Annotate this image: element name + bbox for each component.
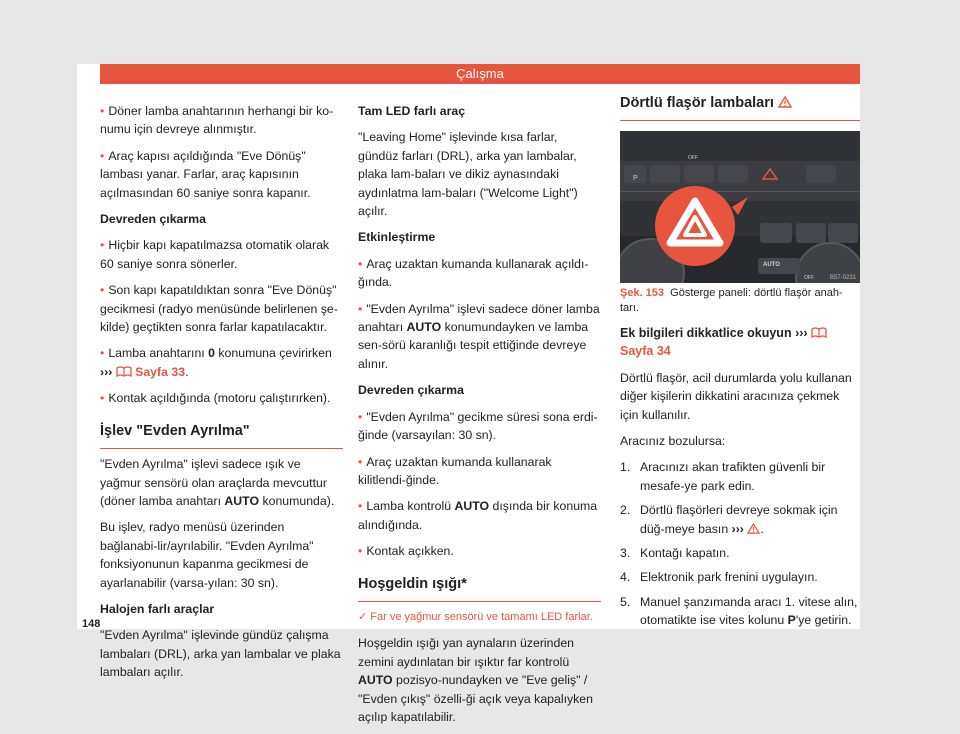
hazard-switch-illustration <box>620 131 860 283</box>
figure-code: B57-0231 <box>829 275 856 281</box>
list-item: • Hiçbir kapı kapatılmazsa otomatik olarak 60 saniye sonra sönerler. <box>100 238 330 271</box>
page-number: 148 <box>82 618 101 630</box>
list-item: • Lamba anahtarını 0 konumuna çevirirken ››› Sayfa 33. <box>100 346 332 379</box>
paragraph: Hoşgeldin ışığı yan aynaların üzerinden zemini aydınlatan bir ışıktır far kontrolü AUTO pozisyo-nundayken ve "Eve geliş" / "Evden çıkış" özelli-ği açık veya kapalıyken açılıp kapatılabilir. <box>358 636 593 724</box>
list-item: • Araç uzaktan kumanda kullanarak kilitlendi-ğinde. <box>358 454 552 487</box>
column-3-body <box>620 286 860 636</box>
subheading-activation: Etkinleştirme <box>358 230 436 245</box>
paragraph: Bu işlev, radyo menüsü üzerinden bağlanabi-lir/ayrılabilir. "Evden Ayrılma" fonksiyonunun kapanma gecikmesi de ayarlanabilir (varsa-yılan: 30 sn). <box>100 520 314 590</box>
auto-label: AUTO <box>224 493 260 508</box>
subheading-led: Tam LED farlı araç <box>358 104 466 118</box>
list-item: • Araç kapısı açıldığında "Eve Dönüş" lambası yanar. Farlar, araç kapısının açılmasından 60 saniye sonra kapanır. <box>100 148 311 200</box>
figure-caption: Şek. 153 Gösterge paneli: dörtlü flaşör anah-tarı. <box>620 287 843 314</box>
bullet-icon: • <box>100 104 105 118</box>
auto-label: AUTO <box>454 499 490 514</box>
auto-label: AUTO <box>358 673 393 688</box>
subheading-deactivation: Devreden çıkarma <box>100 212 206 227</box>
page-ref-link[interactable]: Sayfa 33 <box>135 364 186 379</box>
paragraph: Dörtlü flaşör, acil durumlarda yolu kullanan diğer kişilerin dikkatini aracınıza çekmek için kullanılır. <box>620 370 852 422</box>
ref-arrows-icon: ››› <box>100 364 113 379</box>
figure-off2-label: OFF <box>804 275 814 281</box>
bullet-icon: • <box>358 454 363 469</box>
paragraph: "Evden Ayrılma" işlevinde gündüz çalışma lambaları (DRL), arka yan lambalar ve plaka lambaları açılır. <box>100 628 341 680</box>
page-ref-link[interactable]: Sayfa 34 <box>620 344 671 359</box>
dashboard-figure <box>620 131 860 283</box>
paragraph: "Evden Ayrılma" işlevi sadece ışık ve yağmur sensörü olan araçlarda mevcuttur (döner lamba anahtarı AUTO konumunda). <box>100 457 335 508</box>
bullet-icon: • <box>358 256 363 271</box>
list-item: 3. Kontağı kapatın. <box>620 546 730 561</box>
list-item: • Kontak açıldığında (motoru çalıştırırken). <box>100 391 331 406</box>
warning-triangle-icon <box>778 96 792 108</box>
bullet-icon: • <box>100 391 105 406</box>
off-label: P <box>633 175 638 182</box>
column-1 <box>100 102 343 690</box>
equipment-note: ✓ Far ve yağmur sensörü ve tamamı LED farlar. <box>358 610 593 623</box>
list-item: • Lamba kontrolü AUTO dışında bir konuma alındığında. <box>358 499 598 532</box>
bullet-icon: • <box>100 283 105 298</box>
subheading-deactivation: Devreden çıkarma <box>358 383 464 398</box>
book-icon <box>116 366 132 377</box>
column-2 <box>358 102 601 734</box>
page-header: Çalışma <box>100 64 860 84</box>
column-3 <box>620 94 860 127</box>
book-icon <box>811 327 827 338</box>
bullet-icon: • <box>100 238 105 253</box>
bullet-icon: • <box>100 346 105 361</box>
paragraph: "Leaving Home" işlevinde kısa farlar, gündüz farları (DRL), arka yan lambalar, plaka lam-baları ve dikiz aynasındaki aydınlatma lam-baları ("Welcome Light") açılır. <box>358 130 578 219</box>
ref-arrows-icon: ››› <box>731 521 744 536</box>
bullet-icon: • <box>358 499 363 514</box>
list-item: 5. Manuel şanzımanda aracı 1. vitese alın, otomatikte ise vites kolunu P'ye getirin. <box>620 594 858 628</box>
bullet-icon: • <box>358 301 363 316</box>
list-item: • "Evden Ayrılma" işlevi sadece döner lamba anahtarı AUTO konumundayken ve lamba sen-sörü karanlığı tespit ettiğinde devreye alınır. <box>358 301 600 371</box>
auto-label: AUTO <box>406 320 442 335</box>
bullet-icon: • <box>100 148 105 163</box>
checkmark-icon: ✓ <box>358 610 368 623</box>
ref-arrows-icon: ››› <box>795 326 808 340</box>
list-item: • Araç uzaktan kumanda kullanarak açıldı-ğında. <box>358 256 589 290</box>
bullet-icon: • <box>358 544 363 559</box>
section-title-welcome-light: Hoşgeldin ışığı* <box>358 575 601 602</box>
list-item: • Döner lamba anahtarının herhangi bir ko-numu için devreye alınmıştır. <box>100 104 334 137</box>
paragraph: Aracınız bozulursa: <box>620 434 726 449</box>
subheading-halogen: Halojen farlı araçlar <box>100 601 215 616</box>
list-item: 2. Dörtlü flaşörleri devreye sokmak için düğ-meye basın ››› . <box>620 503 838 536</box>
figure-auto-label: AUTO <box>763 262 780 268</box>
warning-triangle-icon <box>747 523 760 534</box>
light-switch-zero-icon: 0 <box>208 346 215 361</box>
read-note: Ek bilgileri dikkatlice okuyun ››› Sayfa 34 <box>620 324 860 361</box>
list-item: • Kontak açıkken. <box>358 544 454 559</box>
figure-off-label: OFF <box>688 155 698 161</box>
list-item: 4. Elektronik park frenini uygulayın. <box>620 570 818 585</box>
list-item: • "Evden Ayrılma" gecikme süresi sona erdi-ğinde (varsayılan: 30 sn). <box>358 409 598 443</box>
section-title-leaving-home: İşlev "Evden Ayrılma" <box>100 422 343 449</box>
list-item: 1. Aracınızı akan trafikten güvenli bir mesafe-ye park edin. <box>620 460 826 493</box>
bullet-icon: • <box>358 409 363 424</box>
list-item: • Son kapı kapatıldıktan sonra "Eve Dönüş" gecikmesi (radyo menüsünde belirlenen şe-kilde) geçtikten sonra farlar kapatılacaktır. <box>100 283 338 335</box>
section-title-hazard: Dörtlü flaşör lambaları <box>620 94 860 121</box>
